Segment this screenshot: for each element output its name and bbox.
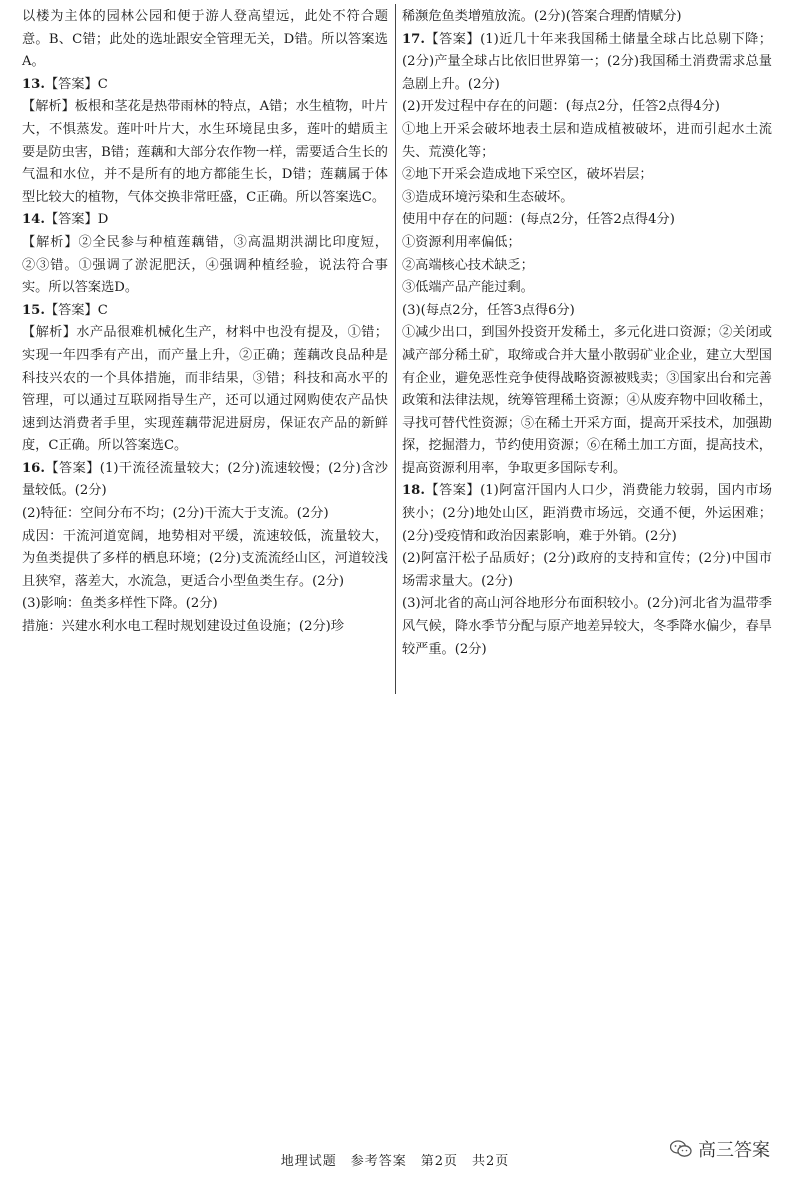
paragraph: (2)阿富汗松子品质好；(2分)政府的支持和宣传；(2分)中国市场需求量大。(2分) xyxy=(402,551,772,589)
answer-16: 16.【答案】(1)干流径流量较大；(2分)流速较慢；(2分)含沙量较低。(2分) xyxy=(22,460,388,499)
question-number: 17. xyxy=(402,31,425,47)
watermark xyxy=(670,1136,770,1162)
paragraph: ②地下开采会造成地下采空区，破坏岩层； xyxy=(402,167,653,183)
question-number: 13. xyxy=(22,76,45,92)
left-column xyxy=(22,6,388,639)
watermark-label: 高三答案 xyxy=(698,1140,770,1161)
answer-14: 14.【答案】D xyxy=(22,212,109,228)
paragraph: ①地上开采会破坏地表土层和造成植被破坏，进而引起水土流失、荒漠化等； xyxy=(402,121,772,160)
question-number: 14. xyxy=(22,212,45,228)
explanation-14: 【解析】②全民参与种植莲藕错，③高温期洪湖比印度短，②③错。①强调了淤泥肥沃，④强调种植经验，说法符合事实。所以答案选D。 xyxy=(22,234,388,296)
column-divider xyxy=(395,4,396,694)
paragraph: ②高端核心技术缺乏； xyxy=(402,257,534,273)
paragraph: 以楼为主体的园林公园和便于游人登高望远，此处不符合题意。B、C错；此处的选址跟安全管理无关，D错。所以答案选A。 xyxy=(22,9,388,70)
paragraph: 措施：兴建水利水电工程时规划建设过鱼设施；(2分)珍 xyxy=(22,619,344,635)
paragraph: (2)特征：空间分布不均；(2分)干流大于支流。(2分) xyxy=(22,506,329,522)
question-number: 16. xyxy=(22,460,45,476)
paragraph: (3)河北省的高山河谷地形分布面积较小。(2分)河北省为温带季风气候，降水季节分配与原产地差异较大，冬季降水偏少，春旱较严重。(2分) xyxy=(402,596,772,657)
wechat-icon xyxy=(670,1140,692,1158)
answer-18: 18.【答案】(1)阿富汗国内人口少，消费能力较弱，国内市场狭小；(2分)地处山区，距消费市场远，交通不便，外运困难；(2分)受疫情和政治因素影响，难于外销。(2分) xyxy=(402,483,772,544)
answer-15: 15.【答案】C xyxy=(22,302,108,318)
paragraph: (3)(每点2分，任答3点得6分) xyxy=(402,302,575,318)
paragraph: ③造成环境污染和生态破坏。 xyxy=(402,189,574,205)
answer-17: 17.【答案】(1)近几十年来我国稀土储量全球占比总剔下降；(2分)产量全球占比依旧世界第一；(2分)我国稀土消费需求总量急剧上升。(2分) xyxy=(402,31,772,92)
paragraph: 稀濒危鱼类增殖放流。(2分)(答案合理酌情赋分) xyxy=(402,9,682,24)
paragraph: (3)影响：鱼类多样性下降。(2分) xyxy=(22,596,218,612)
question-number: 18. xyxy=(402,483,425,499)
paragraph: 使用中存在的问题：(每点2分，任答2点得4分) xyxy=(402,212,675,228)
question-number: 15. xyxy=(22,302,45,318)
paragraph: 成因：干流河道宽阔，地势相对平缓，流速较低，流量较大，为鱼类提供了多样的栖息环境；(2分)支流流经山区，河道较浅且狭窄，落差大，水流急，更适合小型鱼类生存。(2分) xyxy=(22,528,388,589)
right-column xyxy=(402,6,772,661)
explanation-13: 【解析】板根和茎花是热带雨林的特点，A错；水生植物，叶片大，不惧蒸发。莲叶叶片大，水生环境昆虫多，莲叶的蜡质主要是防虫害，B错；莲藕和大部分农作物一样，需要适合生长的气温和水位，并不是所有的地方都能生长，D错；莲藕属于体型比较大的植物，气体交换非常旺盛，C正确。所以答案选C。 xyxy=(22,99,388,205)
paragraph: ①减少出口，到国外投资开发稀土，多元化进口资源；②关闭或减产部分稀土矿，取缔或合并大量小散弱矿业企业，建立大型国有企业，避免恶性竞争使得战略资源被贱卖；③国家出台和完善政策和法律法规，统筹管理稀土资源；④从废弃物中回收稀土，寻找可替代性资源；⑤在稀土开采方面，提高开采技术，加强勘探，挖掘潜力，节约使用资源；⑥在稀土加工方面，提高技术，提高资源利用率，争取更多国际专利。 xyxy=(402,325,772,476)
answer-13: 13.【答案】C xyxy=(22,76,108,92)
explanation-15: 【解析】水产品很难机械化生产，材料中也没有提及，①错；实现一年四季有产出，而产量上升，②正确；莲藕改良品种是科技兴农的一个具体措施，而非结果，③错；科技和高水平的管理，可以通过互联网指导生产，还可以通过网购使农产品快速到达消费者手里，实现莲藕带泥进厨房，保证农产品的新鲜度，C正确。所以答案选C。 xyxy=(22,325,388,454)
paragraph: (2)开发过程中存在的问题：(每点2分，任答2点得4分) xyxy=(402,99,720,115)
page-footer: 地理试题 参考答案 第2页 共2页 xyxy=(280,1154,510,1169)
paragraph: ①资源利用率偏低； xyxy=(402,234,521,250)
paragraph: ③低端产品产能过剩。 xyxy=(402,280,534,296)
